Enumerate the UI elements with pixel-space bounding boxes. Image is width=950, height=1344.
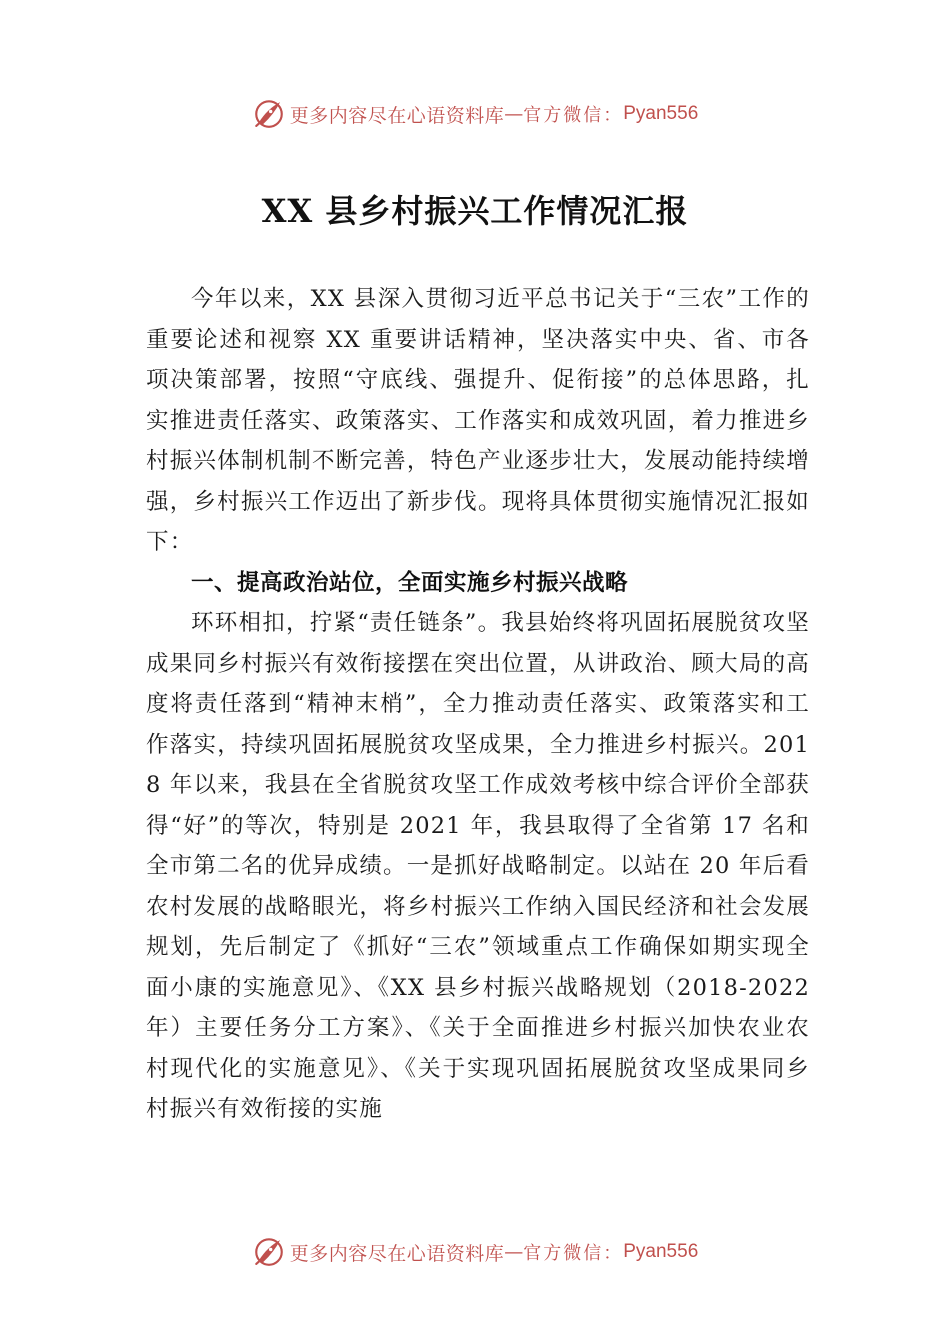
header-watermark [0, 94, 950, 134]
section-1-paragraph: 环环相扣，拧紧“责任链条”。我县始终将巩固拓展脱贫攻坚成果同乡村振兴有效衔接摆在突出位置，从讲政治、顾大局的高度将责任落到“精神末梢”，全力推动责任落实、政策落实和工作落实，持续巩固拓展脱贫攻坚成果，全力推进乡村振兴。2018 年以来，我县在全省脱贫攻坚工作成效考核中综合评价全部获得“好”的等次，特别是 2021 年，我县取得了全省第 17 名和全市第二名的优异成绩。一是抓好战略制定。以站在 20 年后看农村发展的战略眼光，将乡村振兴工作纳入国民经济和社会发展规划，先后制定了《抓好“三农”领域重点工作确保如期实现全面小康的实施意见》、《XX 县乡村振兴战略规划（2018-2022 年）主要任务分工方案》、《关于全面推进乡村振兴加快农业农村现代化的实施意见》、《关于实现巩固拓展脱贫攻坚成果同乡村振兴有效衔接的实施 [146, 610, 810, 1122]
footer-watermark [0, 1232, 950, 1272]
document-body [146, 279, 810, 1130]
watermark-separator: — [504, 1241, 524, 1263]
watermark-contact-label: 官方微信： [523, 105, 624, 126]
pen-nib-logo-icon [252, 97, 286, 131]
watermark-separator: — [504, 103, 524, 125]
watermark-contact-id: Pyan556 [623, 1241, 699, 1262]
watermark-contact-label: 官方微信： [523, 1243, 624, 1264]
watermark-text: 更多内容尽在心语资料库 [289, 104, 505, 127]
intro-paragraph: 今年以来，XX 县深入贯彻习近平总书记关于“三农”工作的重要论述和视察 XX 重要讲话精神，坚决落实中央、省、市各项决策部署，按照“守底线、强提升、促衔接”的总体思路，扎实推进责任落实、政策落实、工作落实和成效巩固，着力推进乡村振兴体制机制不断完善，特色产业逐步壮大，发展动能持续增强，乡村振兴工作迈出了新步伐。现将具体贯彻实施情况汇报如下： [146, 286, 810, 555]
pen-nib-logo-icon [252, 1235, 286, 1269]
watermark-text: 更多内容尽在心语资料库 [289, 1242, 505, 1265]
section-1-heading: 一、提高政治站位，全面实施乡村振兴战略 [191, 569, 629, 596]
document-title: XX 县乡村振兴工作情况汇报 [261, 192, 689, 230]
watermark-contact-id: Pyan556 [623, 103, 699, 124]
